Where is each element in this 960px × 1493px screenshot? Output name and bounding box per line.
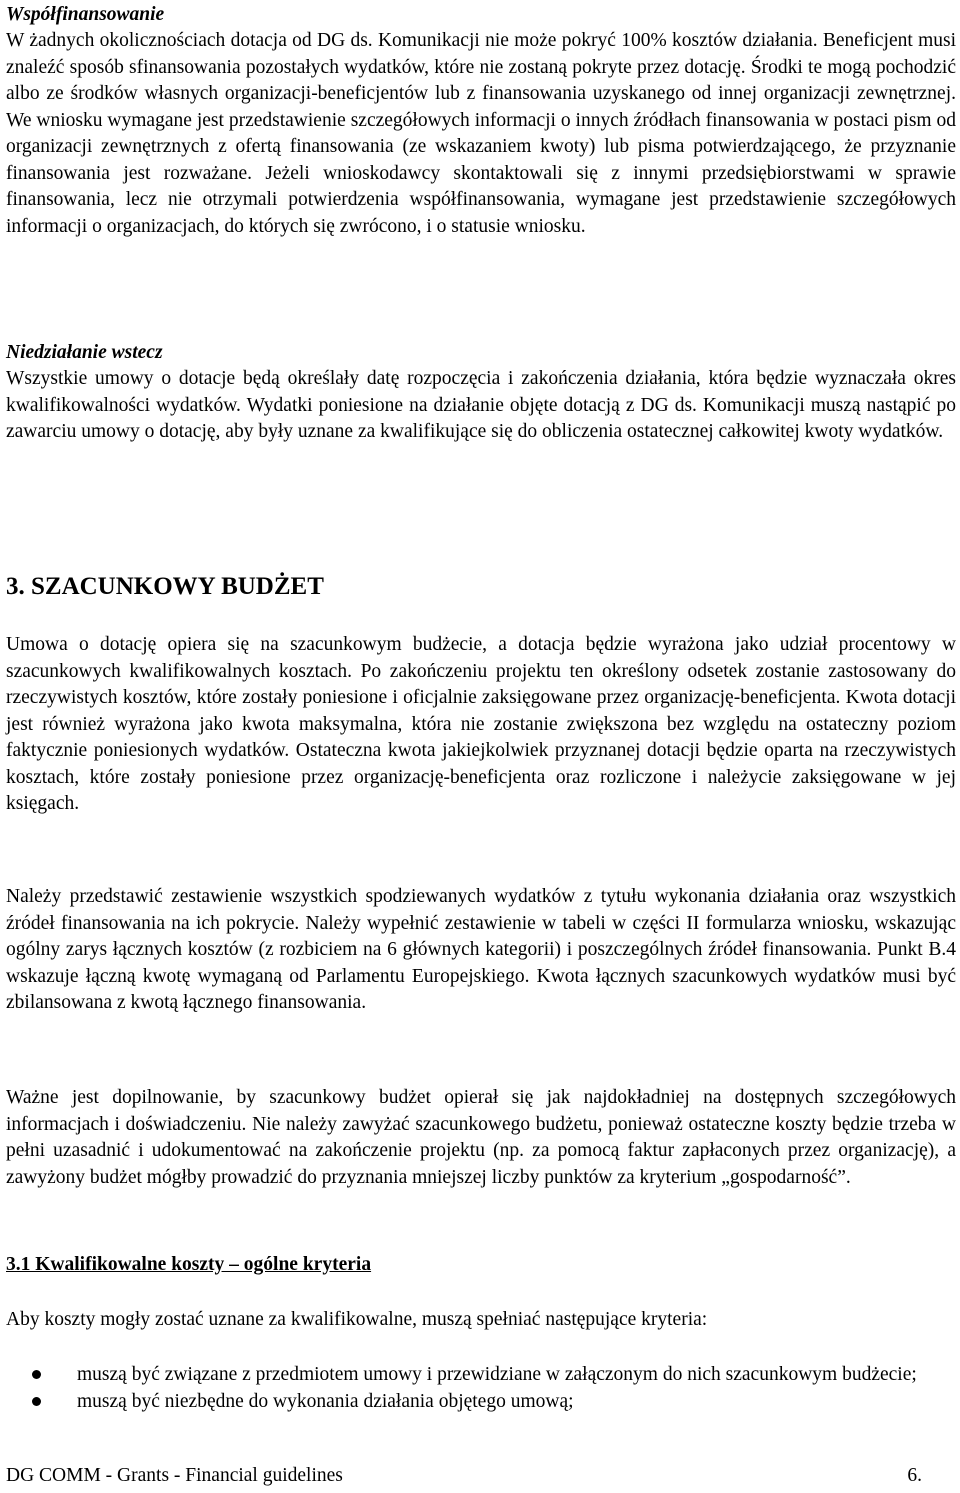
- list-item-text: muszą być niezbędne do wykonania działania objętego umową;: [77, 1391, 574, 1412]
- section-non-retroactivity: [6, 340, 956, 446]
- paragraph-eligible-intro-wrap: [6, 1307, 956, 1334]
- bullet-list-wrap: [6, 1361, 956, 1415]
- page-number: 6.: [907, 1465, 922, 1486]
- section-title-non-retroactivity: Niedziałanie wstecz: [6, 342, 163, 363]
- section-title-eligible-costs: 3.1 Kwalifikowalne koszty – ogólne kryteria: [6, 1254, 372, 1275]
- document-page: [6, 0, 956, 1493]
- bullet-icon: [32, 1397, 41, 1406]
- paragraph-cofinancing: W żadnych okolicznościach dotacja od DG ds. Komunikacji nie może pokryć 100% kosztów działania. Beneficjent musi znaleźć sposób sfinansowania pozostałych wydatków, które nie zostaną pokryte przez dotację. Środki te mogą pochodzić albo ze środków własnych organizacji-beneficjentów lub z finansowania uzyskanego od innej organizacji zewnętrznej. We wniosku wymagane jest przedstawienie szczegółowych informacji o innych źródłach finansowania w postaci pism od organizacji zewnętrznych z ofertą finansowania (ze wskazaniem kwoty) lub pisma potwierdzającego, że przyznanie finansowania jest rozważane. Jeżeli wnioskodawcy skontaktowali się z innymi przedsiębiorstwami w sprawie finansowania, lecz nie otrzymali potwierdzenia współfinansowania, wymagane jest przedstawienie szczegółowych informacji o organizacjach, do których się zwrócono, i o statusie wniosku.: [6, 30, 956, 237]
- list-item: [6, 1388, 956, 1415]
- list-item-text: muszą być związane z przedmiotem umowy i przewidziane w załączonym do nich szacunkowym budżecie;: [77, 1364, 917, 1385]
- footer-title: DG COMM - Grants - Financial guidelines: [6, 1465, 343, 1486]
- paragraph-non-retroactivity: Wszystkie umowy o dotacje będą określały datę rozpoczęcia i zakończenia działania, która będzie wyznaczała okres kwalifikowalności wydatków. Wydatki poniesione na działanie objęte dotacją z DG ds. Komunikacji muszą nastąpić po zawarciu umowy o dotację, aby były uznane za kwalifikujące się do obliczenia ostatecznej całkowitej kwoty wydatków.: [6, 368, 956, 442]
- paragraph-budget-2: Należy przedstawić zestawienie wszystkich spodziewanych wydatków z tytułu wykonania działania oraz wszystkich źródeł finansowania na ich pokrycie. Należy wypełnić zestawienie w tabeli w części II formularza wniosku, wskazując ogólny zarys łącznych kosztów (z rozbiciem na 6 głównych kategorii) i poszczególnych źródeł finansowania. Punkt B.4 wskazuje łączną kwotę wymaganą od Parlamentu Europejskiego. Kwota łącznych szacunkowych wydatków musi być zbilansowana z kwotą łącznego finansowania.: [6, 886, 956, 1013]
- page-footer: [6, 1463, 922, 1489]
- paragraph-budget-1: Umowa o dotację opiera się na szacunkowym budżecie, a dotacja będzie wyrażona jako udział procentowy w szacunkowych kwalifikowalnych kosztach. Po zakończeniu projektu ten określony odsetek zostanie zastosowany do rzeczywistych kosztów, które zostały poniesione i oficjalnie zaksięgowane przez organizację-beneficjenta. Kwota dotacji jest również wyrażona jako kwota maksymalna, która nie zostanie zwiększona bez względu na ostateczny poziom faktycznie poniesionych wydatków. Ostateczna kwota jakiejkolwiek przyznanej dotacji będzie oparta na rzeczywistych kosztach, które zostały poniesione przez organizację-beneficjenta oraz rozliczone i należycie zaksięgowane w jej księgach.: [6, 634, 956, 814]
- paragraph-budget-3: Ważne jest dopilnowanie, by szacunkowy budżet opierał się jak najdokładniej na dostępnych szczegółowych informacjach i doświadczeniu. Nie należy zawyżać szacunkowego budżetu, ponieważ ostateczne koszty będzie trzeba w pełni uzasadnić i udokumentować na zakończenie projektu (np. za pomocą faktur zapłaconych przez organizację), a zawyżony budżet mógłby prowadzić do przyznania mniejszej liczby punktów za kryterium „gospodarność”.: [6, 1087, 956, 1188]
- paragraph-budget-3-wrap: [6, 1085, 956, 1191]
- section-eligible-costs: [6, 1252, 956, 1278]
- section-title-budget: 3. SZACUNKOWY BUDŻET: [6, 573, 324, 600]
- paragraph-budget-2-wrap: [6, 884, 956, 1017]
- criteria-bullet-list: [6, 1361, 956, 1415]
- paragraph-eligible-intro: Aby koszty mogły zostać uznane za kwalifikowalne, muszą spełniać następujące kryteria:: [6, 1309, 708, 1330]
- section-cofinancing: [6, 2, 956, 240]
- paragraph-budget-1-wrap: [6, 632, 956, 818]
- bullet-icon: [32, 1370, 41, 1379]
- list-item: [6, 1361, 956, 1388]
- section-budget: [6, 572, 956, 602]
- section-title-cofinancing: Współfinansowanie: [6, 4, 165, 25]
